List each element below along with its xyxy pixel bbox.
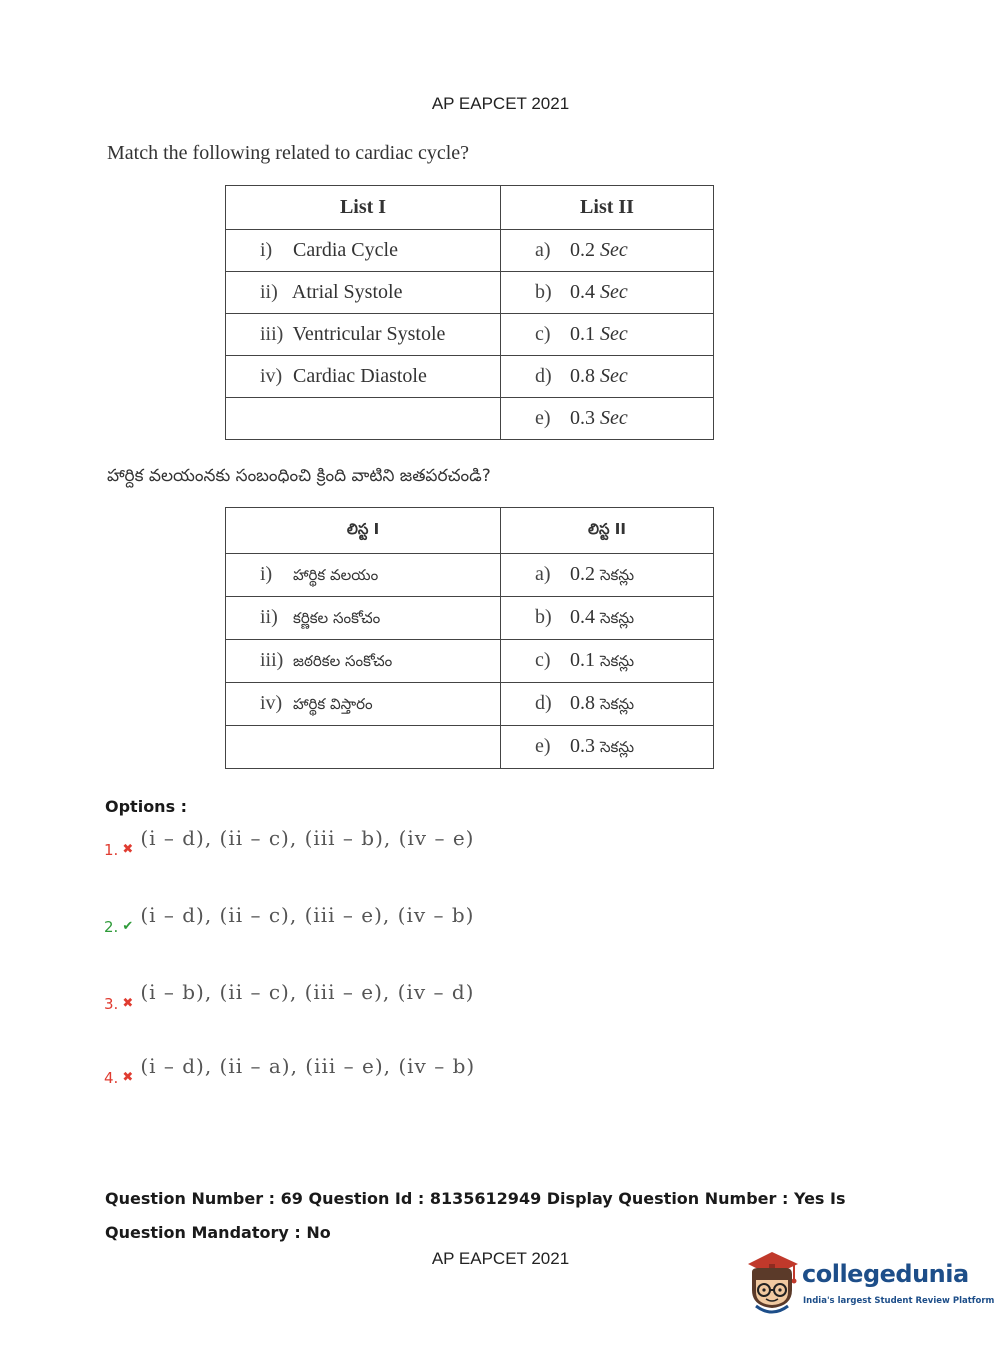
option-text: (i – b), (ii – c), (iii – e), (iv – d) xyxy=(140,980,475,1004)
list-2-cell xyxy=(501,726,714,769)
collegedunia-logo[interactable] xyxy=(742,1250,995,1320)
list-1-cell xyxy=(226,726,501,769)
list-2-cell xyxy=(501,356,714,398)
item-index: ii) xyxy=(260,281,278,303)
list-1-cell xyxy=(226,554,501,597)
page-footer: AP EAPCET 2021 xyxy=(431,1249,570,1268)
option-value: 0.8 xyxy=(570,691,595,714)
list-2-cell xyxy=(501,554,714,597)
option-unit: Sec xyxy=(600,281,628,303)
option-unit: సెకన్లు xyxy=(600,694,635,713)
option-letter: a) xyxy=(535,239,551,261)
option-text: (i – d), (ii – c), (iii – e), (iv – b) xyxy=(140,903,475,927)
option-letter: c) xyxy=(535,323,551,345)
cross-icon: ✖ xyxy=(122,842,135,857)
page-header: AP EAPCET 2021 xyxy=(431,94,570,113)
list-1-cell xyxy=(226,640,501,683)
table-row xyxy=(226,683,714,726)
item-index: iii) xyxy=(260,648,284,671)
option-value: 0.2 xyxy=(570,562,595,585)
match-table-telugu xyxy=(225,507,714,769)
list-1-cell xyxy=(226,597,501,640)
list-1-cell xyxy=(226,230,501,272)
list-2-header: లిస్ట II xyxy=(501,508,714,554)
table-row xyxy=(226,726,714,769)
option-unit: Sec xyxy=(600,407,628,429)
option-value: 0.2 xyxy=(570,239,595,261)
list-2-header: List II xyxy=(501,186,714,230)
option-unit: Sec xyxy=(600,365,628,387)
list-1-cell xyxy=(226,272,501,314)
list-2-cell xyxy=(501,272,714,314)
item-text: కర్ణికల సంకోచం xyxy=(293,608,381,627)
list-1-header: లిస్ట I xyxy=(226,508,501,554)
graduate-mascot-icon xyxy=(742,1250,800,1320)
option-letter: e) xyxy=(535,407,551,429)
item-index: iv) xyxy=(260,365,283,387)
item-text: హార్థిక విస్తారం xyxy=(293,694,373,713)
list-1-cell xyxy=(226,314,501,356)
item-text: Ventricular Systole xyxy=(292,323,446,345)
option-number: 3. xyxy=(104,995,119,1013)
option-value: 0.4 xyxy=(570,281,595,303)
question-metadata: Question Number : 69 Question Id : 8135612949 Display Question Number : Yes Is Question Mandatory : No xyxy=(105,1189,846,1242)
answer-option-1[interactable] xyxy=(104,826,475,859)
brand-tagline: India's largest Student Review Platform xyxy=(803,1296,995,1306)
option-value: 0.1 xyxy=(570,648,595,671)
item-index: iv) xyxy=(260,691,283,714)
item-index: ii) xyxy=(260,605,278,628)
option-number: 2. xyxy=(104,918,119,936)
question-text-telugu: హార్దిక వలయంనకు సంబంధించి క్రింది వాటిని జతపరచండి? xyxy=(107,466,491,486)
option-letter: a) xyxy=(535,562,551,585)
option-value: 0.3 xyxy=(570,734,595,757)
match-table-english xyxy=(225,185,714,440)
item-text: Cardiac Diastole xyxy=(293,365,427,387)
item-text: హార్థిక వలయం xyxy=(293,565,379,584)
table-row xyxy=(226,272,714,314)
list-2-cell xyxy=(501,597,714,640)
option-text: (i – d), (ii – c), (iii – b), (iv – e) xyxy=(140,826,475,850)
item-index: i) xyxy=(260,239,273,261)
list-2-cell xyxy=(501,314,714,356)
option-unit: Sec xyxy=(600,239,628,261)
answer-option-2[interactable] xyxy=(104,903,475,936)
table-row xyxy=(226,230,714,272)
option-letter: d) xyxy=(535,365,552,387)
item-text: జఠరికల సంకోచం xyxy=(293,651,393,670)
table-row xyxy=(226,640,714,683)
item-text: Atrial Systole xyxy=(291,281,403,303)
table-row xyxy=(226,398,714,440)
table-header-row xyxy=(226,508,714,554)
table-row xyxy=(226,597,714,640)
list-2-cell xyxy=(501,640,714,683)
option-number: 4. xyxy=(104,1069,119,1087)
item-text: Cardia Cycle xyxy=(293,239,398,261)
option-text: (i – d), (ii – a), (iii – e), (iv – b) xyxy=(140,1054,476,1078)
options-label: Options : xyxy=(105,797,188,816)
item-index: i) xyxy=(260,562,273,585)
option-value: 0.4 xyxy=(570,605,595,628)
cross-icon: ✖ xyxy=(122,996,135,1011)
option-value: 0.1 xyxy=(570,323,595,345)
option-unit: సెకన్లు xyxy=(600,565,635,584)
table-row xyxy=(226,356,714,398)
item-index: iii) xyxy=(260,323,284,345)
answer-option-4[interactable] xyxy=(104,1054,476,1087)
option-value: 0.3 xyxy=(570,407,595,429)
option-letter: b) xyxy=(535,605,552,628)
option-unit: సెకన్లు xyxy=(600,737,635,756)
cross-icon: ✖ xyxy=(122,1070,135,1085)
list-2-cell xyxy=(501,683,714,726)
option-number: 1. xyxy=(104,841,119,859)
brand-name: collegedunia xyxy=(802,1260,969,1288)
option-unit: సెకన్లు xyxy=(600,651,635,670)
list-1-header: List I xyxy=(226,186,501,230)
question-text-english: Match the following related to cardiac cycle? xyxy=(107,142,470,164)
check-icon: ✔ xyxy=(122,919,135,934)
option-unit: సెకన్లు xyxy=(600,608,635,627)
list-2-cell xyxy=(501,230,714,272)
table-row xyxy=(226,314,714,356)
list-1-cell xyxy=(226,398,501,440)
answer-option-3[interactable] xyxy=(104,980,475,1013)
option-value: 0.8 xyxy=(570,365,595,387)
list-2-cell xyxy=(501,398,714,440)
option-letter: b) xyxy=(535,281,552,303)
option-letter: c) xyxy=(535,648,551,671)
table-header-row xyxy=(226,186,714,230)
list-1-cell xyxy=(226,683,501,726)
option-unit: Sec xyxy=(600,323,628,345)
list-1-cell xyxy=(226,356,501,398)
table-row xyxy=(226,554,714,597)
option-letter: e) xyxy=(535,734,551,757)
option-letter: d) xyxy=(535,691,552,714)
